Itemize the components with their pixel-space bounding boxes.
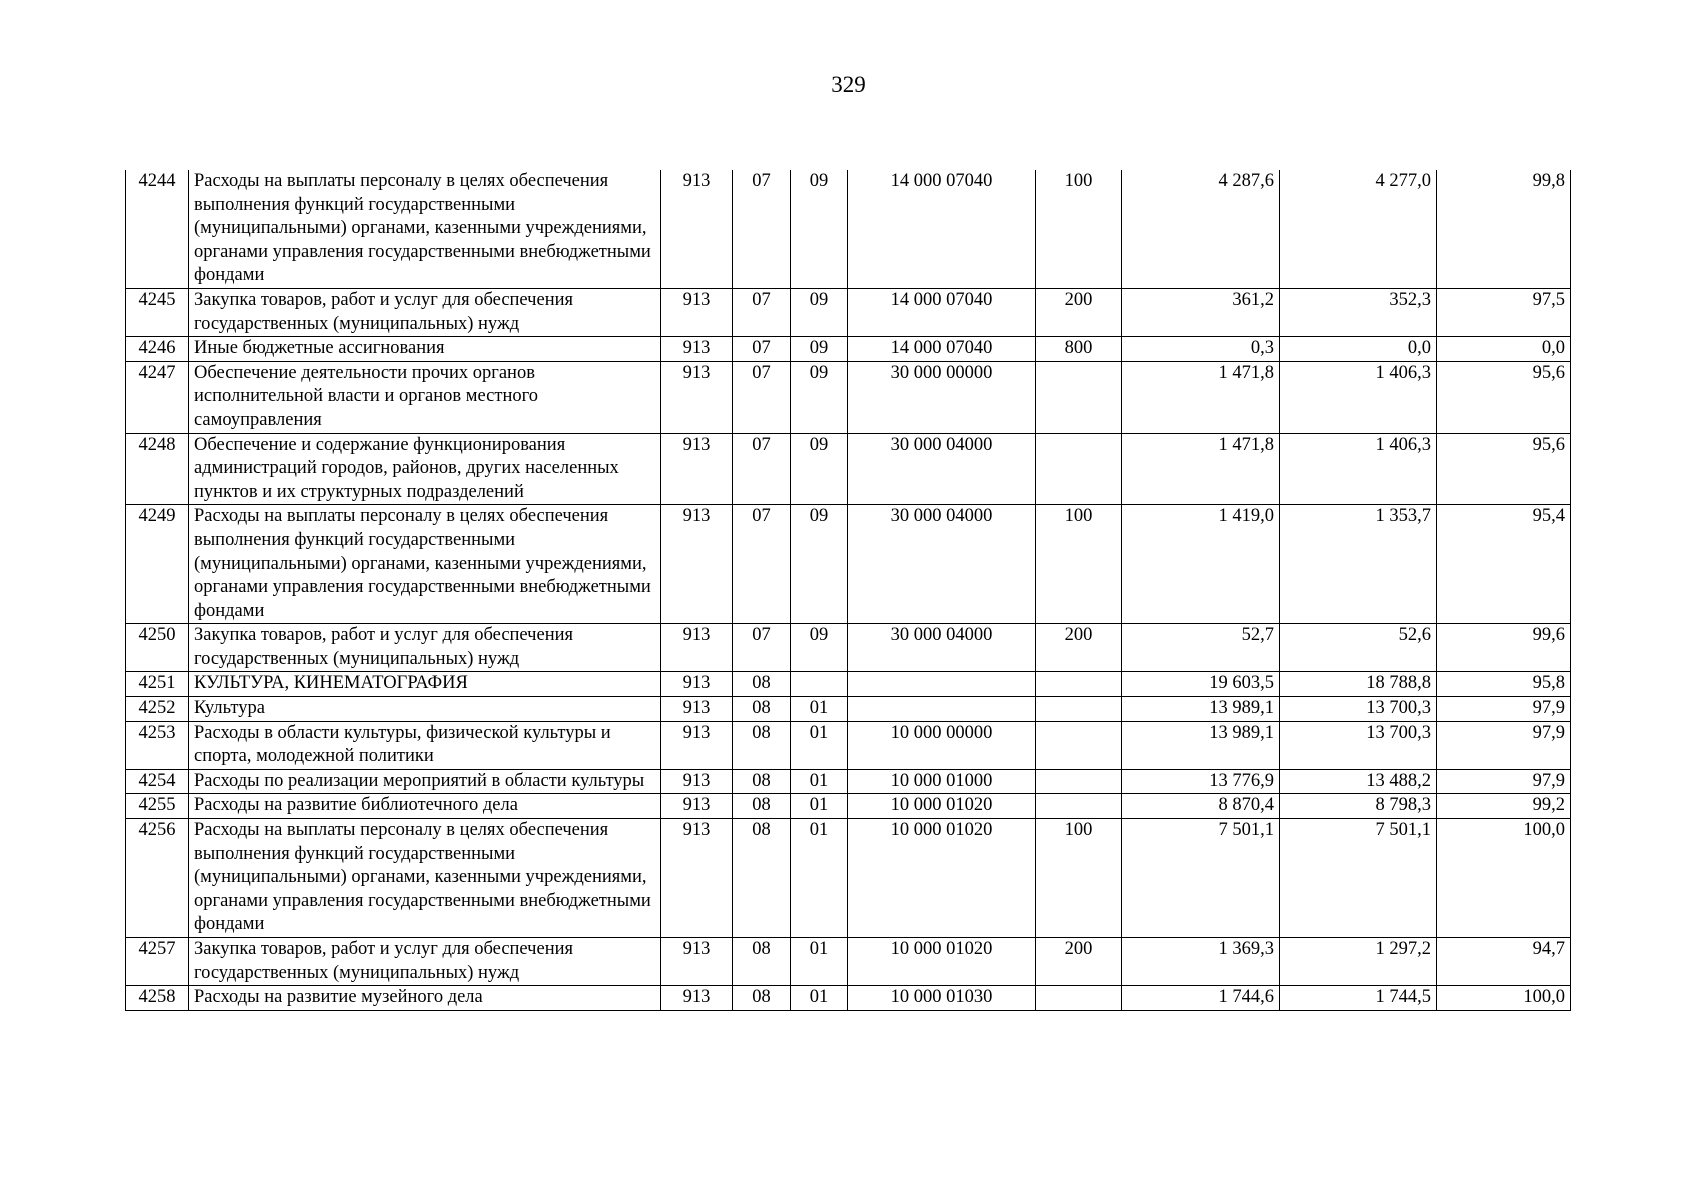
- expense-type-code-cell: [1036, 794, 1122, 819]
- expense-type-code-cell: [1036, 361, 1122, 433]
- section-code-cell: 08: [733, 721, 791, 769]
- actual-amount-cell: 8 798,3: [1280, 794, 1437, 819]
- expense-name-cell: Расходы на выплаты персоналу в целях обеспечения выполнения функций государственными (муниципальными) органами, казенными учреждениями, органами управления государственными внебюджетными фондами: [189, 170, 661, 288]
- execution-percent-cell: 95,4: [1437, 505, 1571, 624]
- target-article-code-cell: 10 000 01000: [848, 769, 1036, 794]
- expense-type-code-cell: 100: [1036, 819, 1122, 938]
- table-row: [126, 361, 1571, 433]
- actual-amount-cell: 7 501,1: [1280, 819, 1437, 938]
- planned-amount-cell: 1 471,8: [1122, 433, 1280, 505]
- row-number-cell: 4253: [126, 721, 189, 769]
- expense-type-code-cell: 800: [1036, 337, 1122, 362]
- row-number-cell: 4249: [126, 505, 189, 624]
- actual-amount-cell: 1 353,7: [1280, 505, 1437, 624]
- row-number-cell: 4247: [126, 361, 189, 433]
- section-code-cell: 07: [733, 337, 791, 362]
- budget-table-body: [126, 170, 1571, 1010]
- expense-name-cell: Расходы на развитие музейного дела: [189, 986, 661, 1011]
- table-row: [126, 794, 1571, 819]
- target-article-code-cell: 30 000 04000: [848, 433, 1036, 505]
- section-code-cell: 08: [733, 794, 791, 819]
- planned-amount-cell: 13 989,1: [1122, 721, 1280, 769]
- expense-name-cell: Культура: [189, 697, 661, 722]
- planned-amount-cell: 1 419,0: [1122, 505, 1280, 624]
- execution-percent-cell: 99,6: [1437, 624, 1571, 672]
- target-article-code-cell: [848, 672, 1036, 697]
- actual-amount-cell: 4 277,0: [1280, 170, 1437, 288]
- execution-percent-cell: 95,8: [1437, 672, 1571, 697]
- subsection-code-cell: 09: [791, 170, 848, 288]
- subsection-code-cell: [791, 672, 848, 697]
- planned-amount-cell: 1 744,6: [1122, 986, 1280, 1011]
- expense-type-code-cell: 200: [1036, 938, 1122, 986]
- department-code-cell: 913: [661, 672, 733, 697]
- expense-type-code-cell: 200: [1036, 288, 1122, 336]
- planned-amount-cell: 0,3: [1122, 337, 1280, 362]
- table-row: [126, 505, 1571, 624]
- planned-amount-cell: 19 603,5: [1122, 672, 1280, 697]
- table-row: [126, 170, 1571, 288]
- department-code-cell: 913: [661, 769, 733, 794]
- row-number-cell: 4255: [126, 794, 189, 819]
- target-article-code-cell: 30 000 00000: [848, 361, 1036, 433]
- actual-amount-cell: 1 297,2: [1280, 938, 1437, 986]
- table-row: [126, 624, 1571, 672]
- subsection-code-cell: 01: [791, 938, 848, 986]
- target-article-code-cell: 10 000 01020: [848, 938, 1036, 986]
- row-number-cell: 4254: [126, 769, 189, 794]
- page-number: 329: [831, 72, 866, 97]
- execution-percent-cell: 94,7: [1437, 938, 1571, 986]
- row-number-cell: 4258: [126, 986, 189, 1011]
- row-number-cell: 4248: [126, 433, 189, 505]
- target-article-code-cell: 10 000 01020: [848, 794, 1036, 819]
- actual-amount-cell: 1 406,3: [1280, 361, 1437, 433]
- subsection-code-cell: 01: [791, 769, 848, 794]
- expense-type-code-cell: [1036, 986, 1122, 1011]
- planned-amount-cell: 7 501,1: [1122, 819, 1280, 938]
- expense-type-code-cell: [1036, 672, 1122, 697]
- actual-amount-cell: 13 700,3: [1280, 697, 1437, 722]
- execution-percent-cell: 100,0: [1437, 819, 1571, 938]
- subsection-code-cell: 01: [791, 794, 848, 819]
- table-row: [126, 938, 1571, 986]
- section-code-cell: 07: [733, 170, 791, 288]
- department-code-cell: 913: [661, 794, 733, 819]
- expense-name-cell: Расходы на развитие библиотечного дела: [189, 794, 661, 819]
- section-code-cell: 07: [733, 361, 791, 433]
- subsection-code-cell: 09: [791, 433, 848, 505]
- section-code-cell: 07: [733, 624, 791, 672]
- actual-amount-cell: 1 406,3: [1280, 433, 1437, 505]
- row-number-cell: 4245: [126, 288, 189, 336]
- department-code-cell: 913: [661, 624, 733, 672]
- execution-percent-cell: 97,5: [1437, 288, 1571, 336]
- section-code-cell: 08: [733, 697, 791, 722]
- planned-amount-cell: 8 870,4: [1122, 794, 1280, 819]
- subsection-code-cell: 09: [791, 505, 848, 624]
- subsection-code-cell: 09: [791, 624, 848, 672]
- expense-name-cell: Расходы в области культуры, физической культуры и спорта, молодежной политики: [189, 721, 661, 769]
- execution-percent-cell: 97,9: [1437, 769, 1571, 794]
- planned-amount-cell: 361,2: [1122, 288, 1280, 336]
- target-article-code-cell: 10 000 01030: [848, 986, 1036, 1011]
- expense-name-cell: Закупка товаров, работ и услуг для обеспечения государственных (муниципальных) нужд: [189, 288, 661, 336]
- row-number-cell: 4256: [126, 819, 189, 938]
- execution-percent-cell: 95,6: [1437, 433, 1571, 505]
- department-code-cell: 913: [661, 433, 733, 505]
- department-code-cell: 913: [661, 170, 733, 288]
- row-number-cell: 4251: [126, 672, 189, 697]
- row-number-cell: 4244: [126, 170, 189, 288]
- expense-name-cell: Закупка товаров, работ и услуг для обеспечения государственных (муниципальных) нужд: [189, 624, 661, 672]
- expense-type-code-cell: 100: [1036, 170, 1122, 288]
- table-row: [126, 288, 1571, 336]
- expense-name-cell: Расходы на выплаты персоналу в целях обеспечения выполнения функций государственными (муниципальными) органами, казенными учреждениями, органами управления государственными внебюджетными фондами: [189, 505, 661, 624]
- target-article-code-cell: 30 000 04000: [848, 624, 1036, 672]
- department-code-cell: 913: [661, 986, 733, 1011]
- row-number-cell: 4250: [126, 624, 189, 672]
- planned-amount-cell: 52,7: [1122, 624, 1280, 672]
- expense-name-cell: Иные бюджетные ассигнования: [189, 337, 661, 362]
- target-article-code-cell: 30 000 04000: [848, 505, 1036, 624]
- subsection-code-cell: 01: [791, 697, 848, 722]
- row-number-cell: 4246: [126, 337, 189, 362]
- section-code-cell: 08: [733, 819, 791, 938]
- target-article-code-cell: 14 000 07040: [848, 170, 1036, 288]
- planned-amount-cell: 13 776,9: [1122, 769, 1280, 794]
- row-number-cell: 4257: [126, 938, 189, 986]
- actual-amount-cell: 1 744,5: [1280, 986, 1437, 1011]
- section-code-cell: 08: [733, 938, 791, 986]
- expense-name-cell: Расходы на выплаты персоналу в целях обеспечения выполнения функций государственными (муниципальными) органами, казенными учреждениями, органами управления государственными внебюджетными фондами: [189, 819, 661, 938]
- table-row: [126, 433, 1571, 505]
- expense-name-cell: КУЛЬТУРА, КИНЕМАТОГРАФИЯ: [189, 672, 661, 697]
- execution-percent-cell: 97,9: [1437, 697, 1571, 722]
- expense-type-code-cell: [1036, 697, 1122, 722]
- subsection-code-cell: 01: [791, 819, 848, 938]
- table-row: [126, 337, 1571, 362]
- department-code-cell: 913: [661, 361, 733, 433]
- execution-percent-cell: 97,9: [1437, 721, 1571, 769]
- subsection-code-cell: 09: [791, 288, 848, 336]
- expense-type-code-cell: [1036, 769, 1122, 794]
- expense-type-code-cell: 200: [1036, 624, 1122, 672]
- department-code-cell: 913: [661, 337, 733, 362]
- subsection-code-cell: 09: [791, 361, 848, 433]
- expense-type-code-cell: [1036, 433, 1122, 505]
- row-number-cell: 4252: [126, 697, 189, 722]
- expense-name-cell: Расходы по реализации мероприятий в области культуры: [189, 769, 661, 794]
- department-code-cell: 913: [661, 819, 733, 938]
- section-code-cell: 08: [733, 986, 791, 1011]
- section-code-cell: 08: [733, 672, 791, 697]
- actual-amount-cell: 0,0: [1280, 337, 1437, 362]
- execution-percent-cell: 95,6: [1437, 361, 1571, 433]
- target-article-code-cell: 10 000 00000: [848, 721, 1036, 769]
- planned-amount-cell: 1 369,3: [1122, 938, 1280, 986]
- section-code-cell: 07: [733, 433, 791, 505]
- subsection-code-cell: 01: [791, 721, 848, 769]
- expense-name-cell: Обеспечение деятельности прочих органов исполнительной власти и органов местного самоуправления: [189, 361, 661, 433]
- department-code-cell: 913: [661, 505, 733, 624]
- section-code-cell: 08: [733, 769, 791, 794]
- execution-percent-cell: 99,2: [1437, 794, 1571, 819]
- section-code-cell: 07: [733, 288, 791, 336]
- table-row: [126, 769, 1571, 794]
- planned-amount-cell: 1 471,8: [1122, 361, 1280, 433]
- execution-percent-cell: 99,8: [1437, 170, 1571, 288]
- subsection-code-cell: 01: [791, 986, 848, 1011]
- expense-name-cell: Закупка товаров, работ и услуг для обеспечения государственных (муниципальных) нужд: [189, 938, 661, 986]
- table-row: [126, 819, 1571, 938]
- execution-percent-cell: 0,0: [1437, 337, 1571, 362]
- budget-table: [125, 170, 1571, 1011]
- section-code-cell: 07: [733, 505, 791, 624]
- table-row: [126, 672, 1571, 697]
- subsection-code-cell: 09: [791, 337, 848, 362]
- expense-name-cell: Обеспечение и содержание функционирования администраций городов, районов, других населенных пунктов и их структурных подразделений: [189, 433, 661, 505]
- table-row: [126, 986, 1571, 1011]
- expense-type-code-cell: 100: [1036, 505, 1122, 624]
- department-code-cell: 913: [661, 288, 733, 336]
- target-article-code-cell: [848, 697, 1036, 722]
- planned-amount-cell: 4 287,6: [1122, 170, 1280, 288]
- actual-amount-cell: 352,3: [1280, 288, 1437, 336]
- planned-amount-cell: 13 989,1: [1122, 697, 1280, 722]
- target-article-code-cell: 10 000 01020: [848, 819, 1036, 938]
- target-article-code-cell: 14 000 07040: [848, 337, 1036, 362]
- actual-amount-cell: 13 488,2: [1280, 769, 1437, 794]
- department-code-cell: 913: [661, 721, 733, 769]
- table-row: [126, 721, 1571, 769]
- department-code-cell: 913: [661, 697, 733, 722]
- actual-amount-cell: 52,6: [1280, 624, 1437, 672]
- target-article-code-cell: 14 000 07040: [848, 288, 1036, 336]
- department-code-cell: 913: [661, 938, 733, 986]
- execution-percent-cell: 100,0: [1437, 986, 1571, 1011]
- actual-amount-cell: 18 788,8: [1280, 672, 1437, 697]
- expense-type-code-cell: [1036, 721, 1122, 769]
- actual-amount-cell: 13 700,3: [1280, 721, 1437, 769]
- table-row: [126, 697, 1571, 722]
